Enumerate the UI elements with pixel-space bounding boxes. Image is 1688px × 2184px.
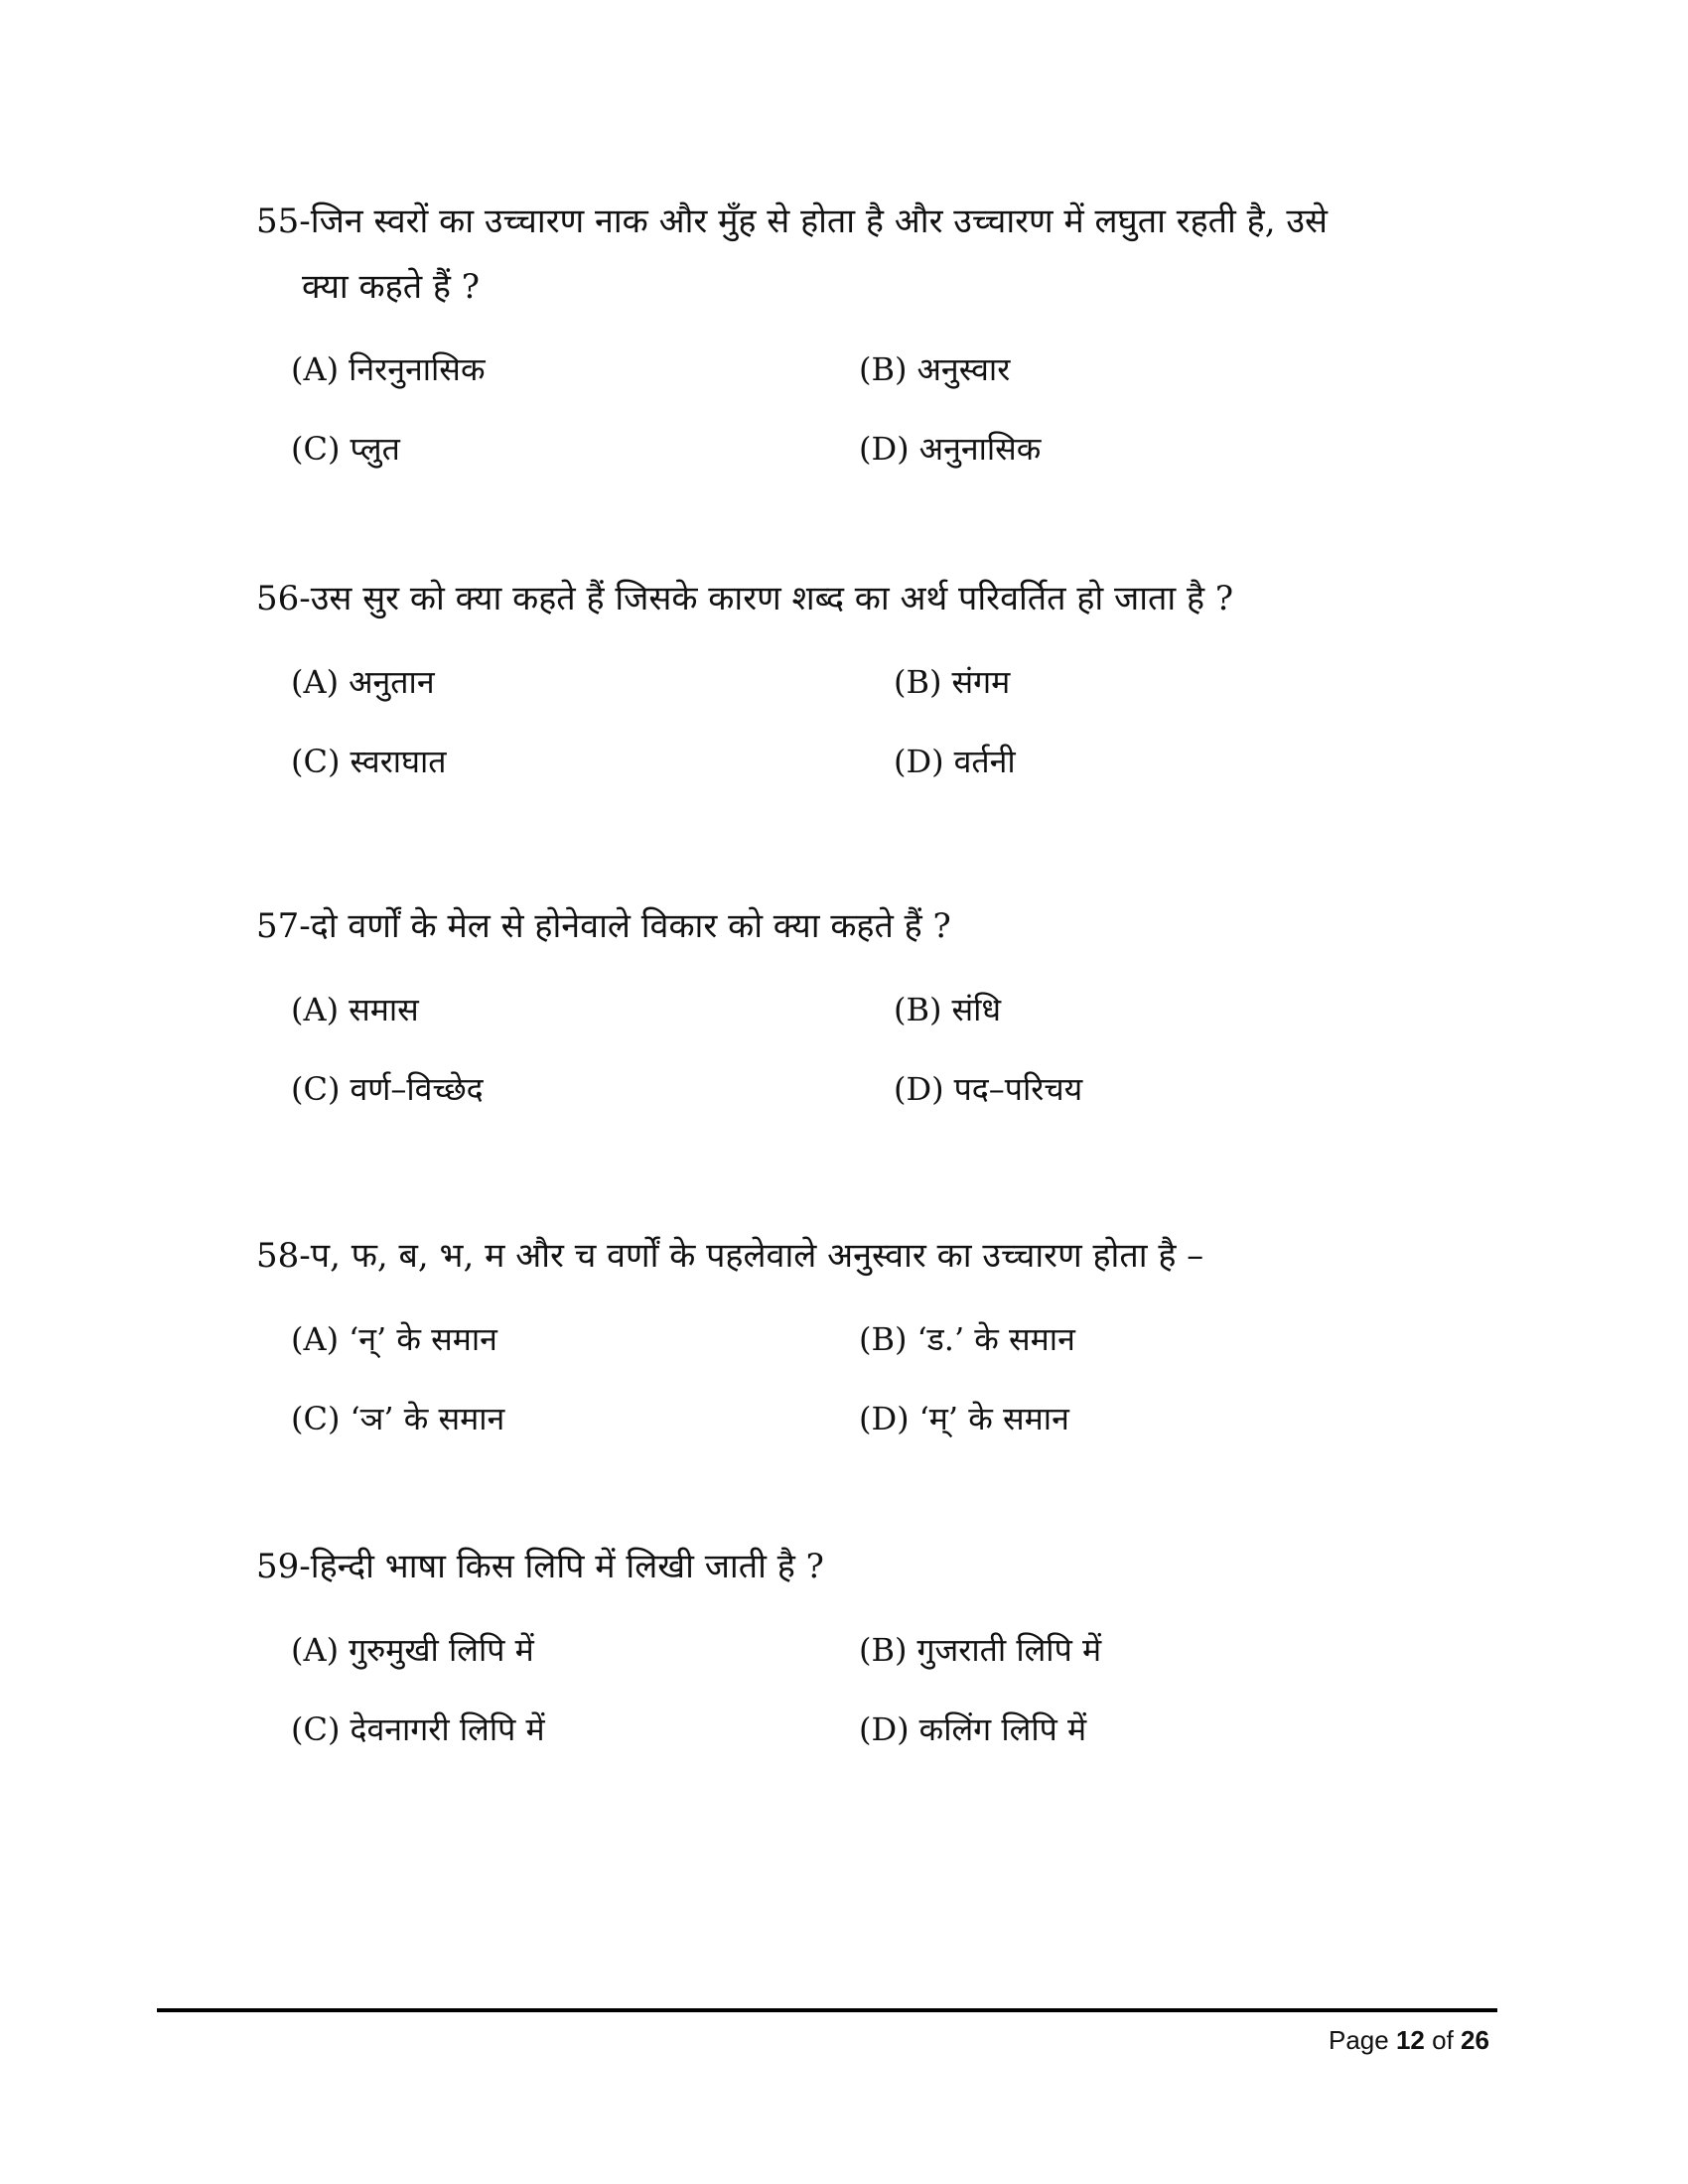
option-59-a[interactable]: (A) गुरुमुखी लिपि में [291,1631,534,1669]
question-56 [256,566,1487,631]
option-56-d[interactable]: (D) वर्तनी [894,743,1016,780]
option-56-a[interactable]: (A) अनुतान [291,663,435,701]
option-59-b[interactable]: (B) गुजराती लिपि में [859,1631,1102,1669]
question-number: 55- [256,202,311,241]
question-number: 59- [256,1547,311,1586]
option-59-d[interactable]: (D) कलिंग लिपि में [859,1710,1087,1748]
question-58 [256,1223,1487,1289]
question-text: जिन स्वरों का उच्चारण नाक और मुँह से होता है और उच्चारण में लघुता रहती है, उसे [310,202,1328,241]
footer-divider [157,2008,1497,2012]
option-57-d[interactable]: (D) पद–परिचय [894,1070,1083,1108]
current-page: 12 [1395,2025,1425,2055]
option-55-c[interactable]: (C) प्लुत [291,430,400,468]
question-57 [256,893,1487,959]
question-text: हिन्दी भाषा किस लिपि में लिखी जाती है ? [310,1547,824,1586]
page-number: Page 12 of 26 [1329,2025,1489,2055]
question-number: 57- [256,906,311,946]
option-58-c[interactable]: (C) ‘ञ’ के समान [291,1400,505,1437]
question-text: प, फ, ब, भ, म और च वर्णों के पहलेवाले अनुस्वार का उच्चारण होता है – [310,1236,1204,1276]
option-55-a[interactable]: (A) निरनुनासिक [291,350,486,388]
question-55 [256,189,1487,320]
option-57-b[interactable]: (B) संधि [894,991,1002,1028]
option-58-d[interactable]: (D) ‘म्’ के समान [859,1400,1069,1437]
question-text: दो वर्णों के मेल से होनेवाले विकार को क्या कहते हैं ? [310,906,951,946]
question-text: उस सुर को क्या कहते हैं जिसके कारण शब्द का अर्थ परिवर्तित हो जाता है ? [310,579,1234,618]
option-57-c[interactable]: (C) वर्ण–विच्छेद [291,1070,484,1108]
option-56-b[interactable]: (B) संगम [894,663,1011,701]
question-number: 58- [256,1236,311,1276]
total-pages: 26 [1461,2025,1489,2055]
option-57-a[interactable]: (A) समास [291,991,419,1028]
option-56-c[interactable]: (C) स्वराघात [291,743,447,780]
question-text-continued: क्या कहते हैं ? [302,267,480,307]
option-55-d[interactable]: (D) अनुनासिक [859,430,1042,468]
question-59 [256,1534,1487,1599]
question-number: 56- [256,579,311,618]
option-58-b[interactable]: (B) ‘ड.’ के समान [859,1320,1075,1358]
option-59-c[interactable]: (C) देवनागरी लिपि में [291,1710,545,1748]
option-55-b[interactable]: (B) अनुस्वार [859,350,1011,388]
option-58-a[interactable]: (A) ‘न्’ के समान [291,1320,497,1358]
